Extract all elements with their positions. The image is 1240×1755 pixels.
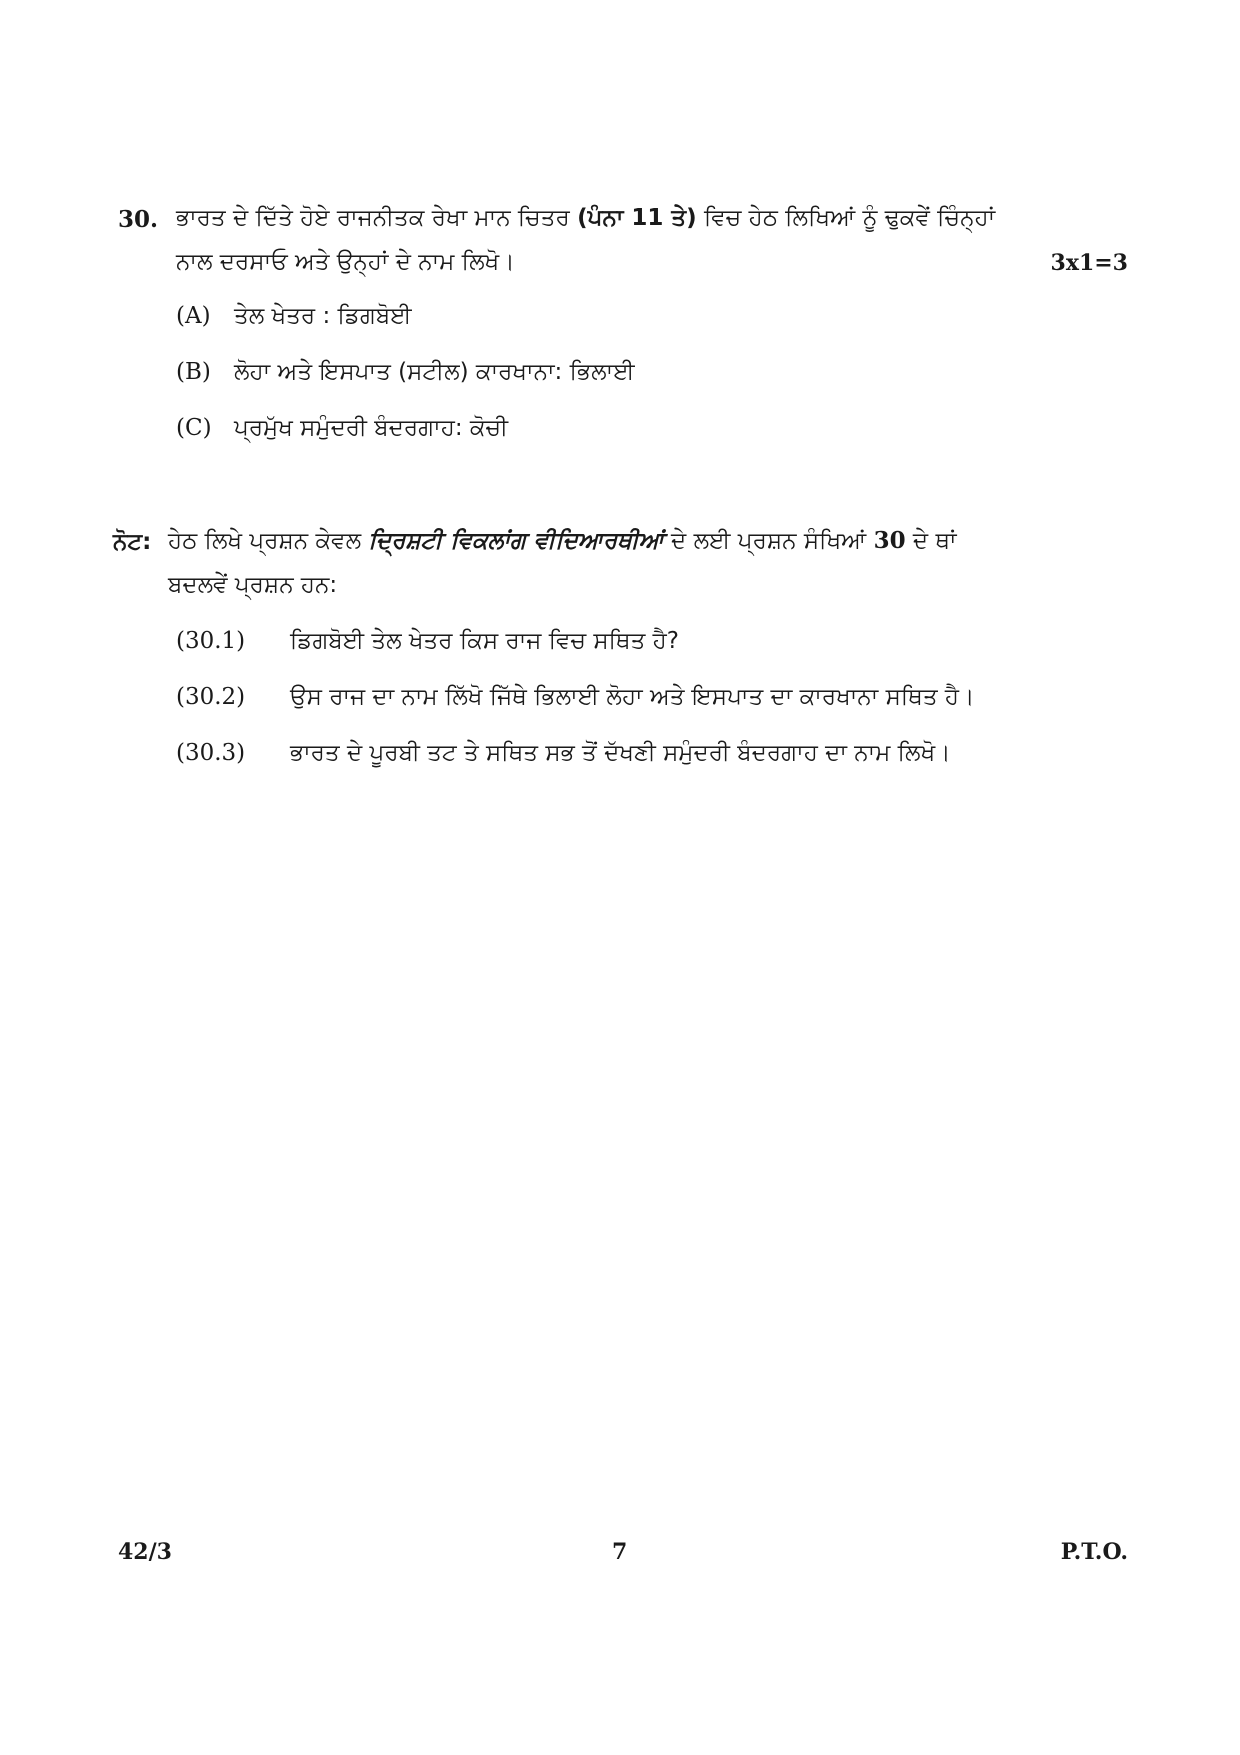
note-label: ਨੋਟ: bbox=[113, 529, 152, 555]
question-marks: 3x1=3 bbox=[1050, 250, 1128, 276]
option-b-text: ਲੋਹਾ ਅਤੇ ਇਸਪਾਤ (ਸਟੀਲ) ਕਾਰਖਾਨਾ: ਭਿਲਾਈ bbox=[234, 359, 635, 385]
alt-question-text: ਡਿਗਬੋਈ ਤੇਲ ਖੇਤਰ ਕਿਸ ਰਾਜ ਵਿਚ ਸਥਿਤ ਹੈ? bbox=[290, 628, 679, 654]
alt-question-text: ਭਾਰਤ ਦੇ ਪੂਰਬੀ ਤਟ ਤੇ ਸਥਿਤ ਸਭ ਤੋਂ ਦੱਖਣੀ ਸਮੁੰਦਰੀ ਬੰਦਰਗਾਹ ਦਾ ਨਾਮ ਲਿਖੋ। bbox=[290, 740, 951, 766]
note-line-1 bbox=[168, 526, 957, 556]
question-line-1 bbox=[176, 203, 995, 233]
option-a-text: ਤੇਲ ਖੇਤਰ : ਡਿਗਬੋਈ bbox=[234, 303, 412, 329]
question-text: ਭਾਰਤ ਦੇ ਦਿੱਤੇ ਹੋਏ ਰਾਜਨੀਤਕ ਰੇਖਾ ਮਾਨ ਚਿਤਰ bbox=[176, 205, 578, 231]
option-b bbox=[176, 357, 211, 387]
note-question-number: 30 bbox=[873, 527, 906, 554]
option-label: (C) bbox=[176, 415, 212, 441]
alt-question-label: (30.3) bbox=[176, 740, 246, 766]
question-line-2: ਨਾਲ ਦਰਸਾਓ ਅਤੇ ਉਨ੍ਹਾਂ ਦੇ ਨਾਮ ਲਿਖੋ। bbox=[176, 249, 515, 275]
note-text: ਦੇ ਥਾਂ bbox=[905, 528, 957, 554]
question-page-ref: (ਪੰਨਾ 11 ਤੇ) bbox=[577, 205, 697, 231]
alt-question-label: (30.1) bbox=[176, 628, 246, 654]
note-emphasis: ਦ੍ਰਿਸ਼ਟੀ ਵਿਕਲਾਂਗ ਵੀਦਿਆਰਥੀਆਂ bbox=[368, 528, 664, 554]
note-text: ਹੇਠ ਲਿਖੇ ਪ੍ਰਸ਼ਨ ਕੇਵਲ bbox=[168, 528, 369, 554]
alt-question-text: ਉਸ ਰਾਜ ਦਾ ਨਾਮ ਲਿੱਖੋ ਜਿੱਥੇ ਭਿਲਾਈ ਲੋਹਾ ਅਤੇ ਇਸਪਾਤ ਦਾ ਕਾਰਖਾਨਾ ਸਥਿਤ ਹੈ। bbox=[290, 684, 975, 710]
alt-question-label: (30.2) bbox=[176, 684, 246, 710]
option-c-text: ਪ੍ਰਮੁੱਖ ਸਮੁੰਦਰੀ ਬੰਦਰਗਾਹ: ਕੋਚੀ bbox=[234, 415, 509, 441]
question-number: 30. bbox=[118, 206, 159, 233]
footer-paper-code: 42/3 bbox=[118, 1539, 172, 1565]
option-c bbox=[176, 413, 212, 443]
footer-pto: P.T.O. bbox=[1060, 1539, 1128, 1565]
question-text: ਵਿਚ ਹੇਠ ਲਿਖਿਆਂ ਨੂੰ ਢੁਕਵੇਂ ਚਿੰਨ੍ਹਾਂ bbox=[696, 205, 996, 231]
option-a bbox=[176, 301, 211, 331]
option-label: (A) bbox=[176, 303, 211, 329]
note-text: ਦੇ ਲਈ ਪ੍ਰਸ਼ਨ ਸੰਖਿਆਂ bbox=[663, 528, 874, 554]
note-line-2: ਬਦਲਵੇਂ ਪ੍ਰਸ਼ਨ ਹਨ: bbox=[168, 572, 338, 598]
option-label: (B) bbox=[176, 359, 211, 385]
footer-page-number: 7 bbox=[612, 1539, 628, 1565]
